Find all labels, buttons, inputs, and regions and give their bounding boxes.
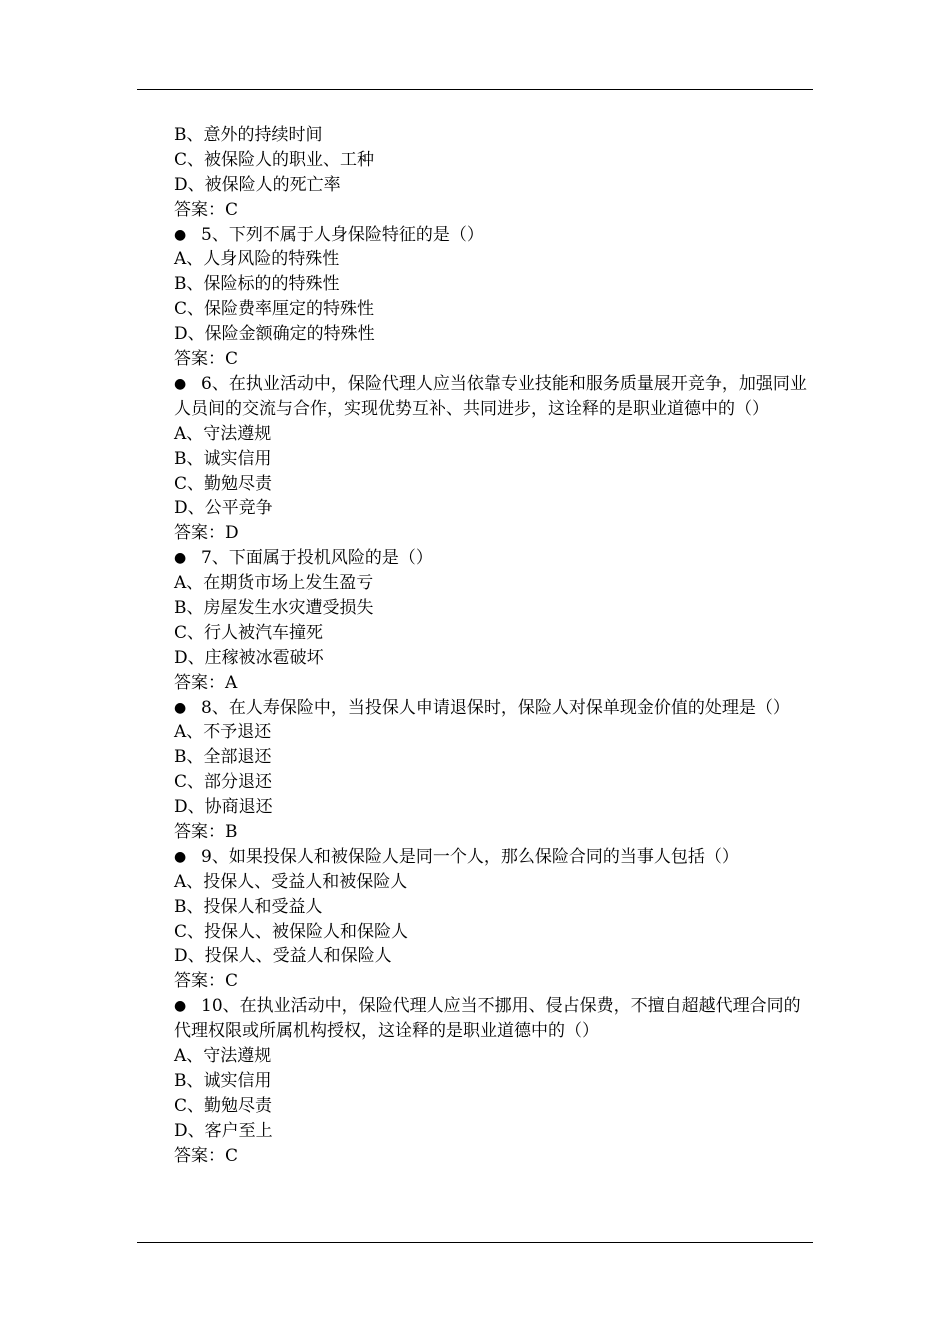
answer-line: 答案：C <box>174 199 239 220</box>
bullet-icon: ● <box>174 998 187 1015</box>
question-10 <box>174 994 814 1044</box>
option-line: D、庄稼被冰雹破坏 <box>174 647 324 668</box>
option-line: C、保险费率厘定的特殊性 <box>174 299 375 320</box>
option-line: B、保险标的的特殊性 <box>174 274 340 295</box>
answer-line: 答案：C <box>174 349 239 370</box>
question-8 <box>174 696 814 721</box>
option-line: C、投保人、被保险人和保险人 <box>174 921 409 942</box>
option-line: A、守法遵规 <box>174 423 272 444</box>
question-6 <box>174 372 814 422</box>
question-text: 7、下面属于投机风险的是（） <box>201 548 433 569</box>
option-line: B、意外的持续时间 <box>174 125 323 145</box>
question-text: 8、在人寿保险中，当投保人申请退保时，保险人对保单现金价值的处理是（） <box>201 697 790 718</box>
option-line: B、房屋发生水灾遭受损失 <box>174 597 374 618</box>
bullet-icon: ● <box>174 699 187 716</box>
option-line: B、投保人和受益人 <box>174 896 323 917</box>
bullet-icon: ● <box>174 550 187 567</box>
option-line: A、不予退还 <box>174 722 272 743</box>
header-rule <box>137 89 813 90</box>
option-line: B、全部退还 <box>174 747 272 768</box>
option-line: A、投保人、受益人和被保险人 <box>174 871 408 892</box>
question-text: 5、下列不属于人身保险特征的是（） <box>201 224 484 245</box>
question-5 <box>174 223 814 248</box>
option-line: C、勤勉尽责 <box>174 473 273 494</box>
option-line: C、部分退还 <box>174 772 273 793</box>
option-line: D、协商退还 <box>174 797 273 818</box>
option-line: C、勤勉尽责 <box>174 1095 273 1116</box>
option-line: B、诚实信用 <box>174 448 272 469</box>
question-9 <box>174 845 814 870</box>
option-line: D、保险金额确定的特殊性 <box>174 324 375 345</box>
option-line: D、客户至上 <box>174 1120 273 1141</box>
bullet-icon: ● <box>174 226 187 243</box>
question-7 <box>174 546 814 571</box>
bullet-icon: ● <box>174 848 187 865</box>
question-text: 10、在执业活动中，保险代理人应当不挪用、侵占保费，不擅自超越代理合同的代理权限或所属机构授权，这诠释的是职业道德中的（） <box>174 996 801 1042</box>
question-text: 6、在执业活动中，保险代理人应当依靠专业技能和服务质量展开竞争，加强同业人员间的交流与合作，实现优势互补、共同进步，这诠释的是职业道德中的（） <box>174 373 807 419</box>
question-text: 9、如果投保人和被保险人是同一个人，那么保险合同的当事人包括（） <box>201 846 739 867</box>
answer-line: 答案：B <box>174 822 238 843</box>
option-line: D、被保险人的死亡率 <box>174 174 341 195</box>
document-body <box>174 123 814 1169</box>
option-line: D、投保人、受益人和保险人 <box>174 946 392 967</box>
option-line: A、在期货市场上发生盈亏 <box>174 573 374 594</box>
option-line: D、公平竞争 <box>174 498 273 519</box>
option-line: C、行人被汽车撞死 <box>174 622 324 643</box>
answer-line: 答案：A <box>174 672 238 693</box>
bullet-icon: ● <box>174 375 187 392</box>
footer-rule <box>137 1242 813 1243</box>
answer-line: 答案：D <box>174 523 239 544</box>
option-line: A、守法遵规 <box>174 1046 272 1067</box>
option-line: B、诚实信用 <box>174 1070 272 1091</box>
option-line: C、被保险人的职业、工种 <box>174 149 375 170</box>
answer-line: 答案：C <box>174 1145 239 1166</box>
option-line: A、人身风险的特殊性 <box>174 249 340 270</box>
answer-line: 答案：C <box>174 971 239 992</box>
